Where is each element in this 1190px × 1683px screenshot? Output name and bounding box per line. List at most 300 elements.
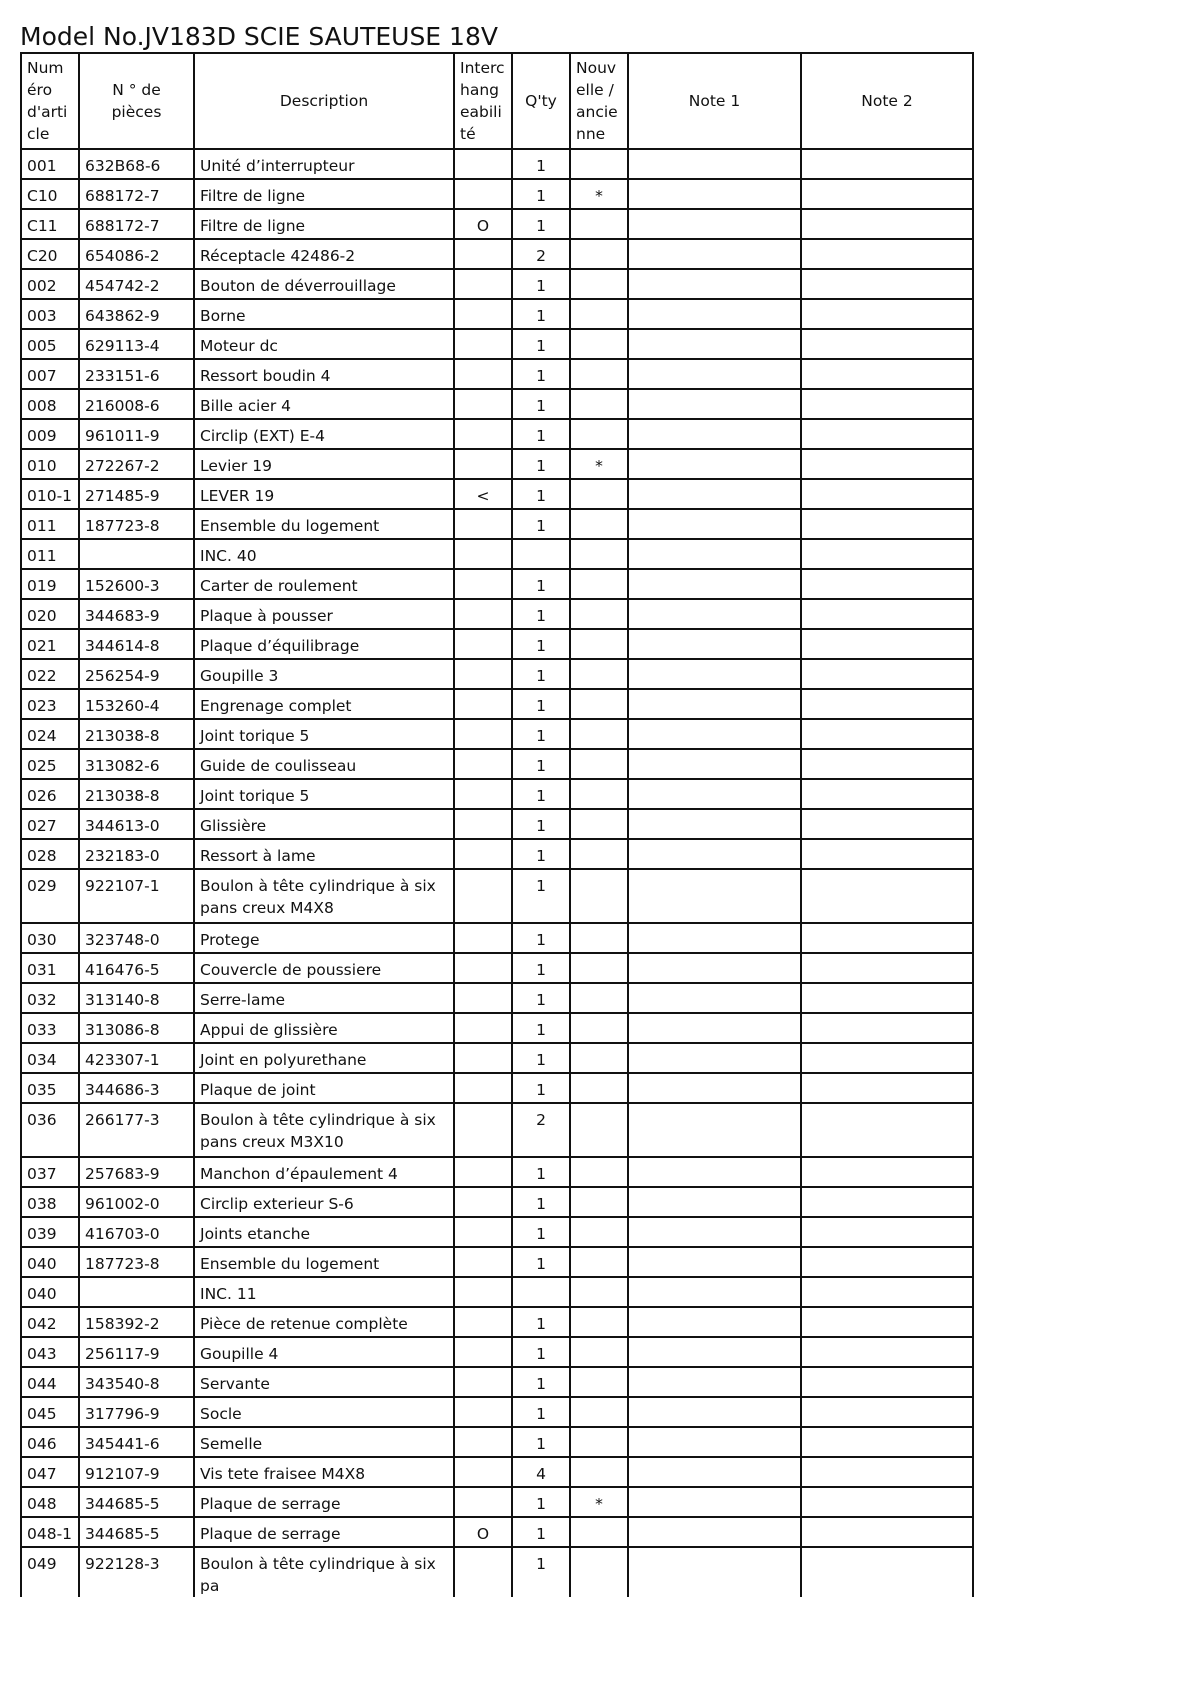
cell-new-old [570,983,628,1013]
cell-note-2 [801,269,973,299]
cell-item-number: 010 [21,449,79,479]
cell-part-number: 654086-2 [79,239,194,269]
cell-note-1 [628,1427,801,1457]
cell-note-2 [801,1457,973,1487]
cell-part-number: 344614-8 [79,629,194,659]
cell-description: Couvercle de poussiere [194,953,454,983]
cell-note-2 [801,1277,973,1307]
cell-interchangeability [454,539,512,569]
cell-note-2 [801,479,973,509]
table-row [21,719,973,749]
cell-part-number: 643862-9 [79,299,194,329]
cell-item-number: 005 [21,329,79,359]
cell-quantity: 1 [512,1043,570,1073]
cell-new-old [570,1217,628,1247]
cell-quantity: 1 [512,1307,570,1337]
cell-note-2 [801,629,973,659]
table-row [21,389,973,419]
cell-note-1 [628,1337,801,1367]
cell-description: Bouton de déverrouillage [194,269,454,299]
cell-description: INC. 40 [194,539,454,569]
cell-note-1 [628,239,801,269]
cell-item-number: 035 [21,1073,79,1103]
cell-part-number: 153260-4 [79,689,194,719]
table-row [21,1337,973,1367]
table-row [21,419,973,449]
cell-new-old [570,953,628,983]
cell-description: Serre-lame [194,983,454,1013]
cell-interchangeability [454,1307,512,1337]
cell-note-1 [628,923,801,953]
cell-note-1 [628,1277,801,1307]
cell-new-old [570,389,628,419]
cell-quantity [512,1277,570,1307]
cell-quantity: 1 [512,269,570,299]
table-row [21,1247,973,1277]
cell-description: Servante [194,1367,454,1397]
cell-item-number: 045 [21,1397,79,1427]
cell-new-old [570,1073,628,1103]
cell-quantity: 1 [512,719,570,749]
table-row [21,239,973,269]
table-row [21,329,973,359]
cell-item-number: 048-1 [21,1517,79,1547]
cell-item-number: 028 [21,839,79,869]
cell-description: Manchon d’épaulement 4 [194,1157,454,1187]
cell-note-1 [628,1547,801,1597]
cell-new-old [570,1517,628,1547]
cell-note-1 [628,689,801,719]
table-row [21,599,973,629]
cell-note-1 [628,599,801,629]
cell-note-2 [801,1517,973,1547]
cell-part-number: 416703-0 [79,1217,194,1247]
cell-quantity: 1 [512,179,570,209]
cell-new-old [570,1277,628,1307]
cell-quantity: 1 [512,1187,570,1217]
table-row [21,269,973,299]
header-interchangeability: Interchangeabilité [454,53,512,149]
cell-interchangeability [454,389,512,419]
cell-new-old [570,1103,628,1157]
table-row [21,299,973,329]
cell-new-old [570,869,628,923]
cell-description: Joints etanche [194,1217,454,1247]
cell-quantity: 1 [512,359,570,389]
cell-quantity: 1 [512,1427,570,1457]
cell-note-1 [628,299,801,329]
cell-quantity: 1 [512,809,570,839]
cell-note-2 [801,809,973,839]
cell-description: Semelle [194,1427,454,1457]
cell-item-number: 027 [21,809,79,839]
cell-description: Moteur dc [194,329,454,359]
cell-new-old [570,1367,628,1397]
cell-quantity: 1 [512,1337,570,1367]
cell-part-number: 416476-5 [79,953,194,983]
cell-note-1 [628,1457,801,1487]
cell-interchangeability [454,629,512,659]
cell-part-number: 257683-9 [79,1157,194,1187]
cell-note-1 [628,1247,801,1277]
cell-quantity: 1 [512,983,570,1013]
cell-part-number: 272267-2 [79,449,194,479]
cell-part-number: 158392-2 [79,1307,194,1337]
cell-quantity: 1 [512,209,570,239]
cell-part-number: 323748-0 [79,923,194,953]
cell-quantity: 1 [512,1397,570,1427]
cell-part-number: 344686-3 [79,1073,194,1103]
table-row [21,953,973,983]
cell-new-old [570,809,628,839]
cell-item-number: 002 [21,269,79,299]
cell-interchangeability [454,149,512,179]
cell-item-number: 009 [21,419,79,449]
cell-note-2 [801,599,973,629]
cell-note-2 [801,923,973,953]
cell-item-number: 022 [21,659,79,689]
cell-part-number: 213038-8 [79,719,194,749]
cell-note-1 [628,1187,801,1217]
cell-interchangeability [454,923,512,953]
cell-description: LEVER 19 [194,479,454,509]
table-row [21,809,973,839]
cell-interchangeability [454,779,512,809]
cell-interchangeability [454,953,512,983]
cell-interchangeability [454,659,512,689]
cell-description: Goupille 4 [194,1337,454,1367]
cell-item-number: 001 [21,149,79,179]
cell-quantity: 1 [512,479,570,509]
parts-table [20,52,974,1597]
cell-interchangeability [454,1547,512,1597]
cell-note-1 [628,1397,801,1427]
cell-note-1 [628,179,801,209]
cell-quantity: 1 [512,749,570,779]
header-row [21,53,973,149]
table-row [21,1547,973,1597]
cell-part-number: 213038-8 [79,779,194,809]
cell-new-old [570,689,628,719]
cell-item-number: 011 [21,539,79,569]
table-row [21,1103,973,1157]
cell-new-old [570,209,628,239]
cell-item-number: 039 [21,1217,79,1247]
cell-note-1 [628,419,801,449]
cell-interchangeability [454,1397,512,1427]
cell-new-old: * [570,1487,628,1517]
cell-new-old [570,419,628,449]
cell-part-number: 233151-6 [79,359,194,389]
cell-note-2 [801,569,973,599]
cell-description: Carter de roulement [194,569,454,599]
cell-description: Bille acier 4 [194,389,454,419]
cell-note-2 [801,1487,973,1517]
cell-note-1 [628,509,801,539]
cell-part-number: 232183-0 [79,839,194,869]
cell-item-number: 008 [21,389,79,419]
cell-description: Goupille 3 [194,659,454,689]
cell-new-old [570,1427,628,1457]
table-row [21,779,973,809]
cell-part-number: 344685-5 [79,1517,194,1547]
cell-item-number: 024 [21,719,79,749]
cell-note-1 [628,659,801,689]
table-row [21,689,973,719]
cell-note-1 [628,1217,801,1247]
cell-quantity: 2 [512,239,570,269]
cell-interchangeability [454,329,512,359]
cell-quantity: 1 [512,569,570,599]
cell-description: Réceptacle 42486-2 [194,239,454,269]
cell-item-number: 019 [21,569,79,599]
cell-description: Appui de glissière [194,1013,454,1043]
table-row [21,1157,973,1187]
cell-note-2 [801,1013,973,1043]
cell-quantity: 1 [512,449,570,479]
cell-quantity: 1 [512,329,570,359]
cell-note-2 [801,1187,973,1217]
table-row [21,659,973,689]
cell-note-2 [801,1043,973,1073]
cell-item-number: 040 [21,1247,79,1277]
cell-interchangeability [454,1043,512,1073]
cell-interchangeability [454,1013,512,1043]
cell-new-old [570,1547,628,1597]
cell-part-number: 423307-1 [79,1043,194,1073]
cell-item-number: 023 [21,689,79,719]
cell-description: Filtre de ligne [194,179,454,209]
table-row [21,749,973,779]
cell-note-1 [628,779,801,809]
cell-note-1 [628,1073,801,1103]
cell-quantity: 1 [512,659,570,689]
cell-description: Vis tete fraisee M4X8 [194,1457,454,1487]
cell-quantity: 1 [512,1517,570,1547]
table-row [21,179,973,209]
cell-description: Pièce de retenue complète [194,1307,454,1337]
cell-new-old [570,239,628,269]
cell-note-2 [801,1307,973,1337]
cell-note-2 [801,149,973,179]
cell-part-number: 187723-8 [79,1247,194,1277]
cell-note-1 [628,449,801,479]
cell-note-2 [801,839,973,869]
cell-interchangeability [454,719,512,749]
cell-quantity: 1 [512,629,570,659]
cell-note-1 [628,749,801,779]
cell-interchangeability [454,569,512,599]
cell-quantity: 1 [512,869,570,923]
table-row [21,1013,973,1043]
cell-quantity: 1 [512,1367,570,1397]
cell-part-number: 629113-4 [79,329,194,359]
cell-item-number: C11 [21,209,79,239]
cell-part-number: 271485-9 [79,479,194,509]
cell-note-2 [801,509,973,539]
cell-item-number: 032 [21,983,79,1013]
cell-interchangeability [454,1103,512,1157]
cell-note-1 [628,839,801,869]
cell-description: Boulon à tête cylindrique à six pans creux M3X10 [194,1103,454,1157]
cell-item-number: 010-1 [21,479,79,509]
cell-quantity: 1 [512,1157,570,1187]
cell-new-old [570,359,628,389]
cell-part-number [79,539,194,569]
table-row [21,359,973,389]
cell-note-2 [801,1547,973,1597]
cell-part-number: 344683-9 [79,599,194,629]
cell-note-2 [801,719,973,749]
table-row [21,1187,973,1217]
cell-quantity: 2 [512,1103,570,1157]
cell-new-old [570,1337,628,1367]
cell-interchangeability [454,1427,512,1457]
cell-quantity: 1 [512,923,570,953]
cell-description: Joint en polyurethane [194,1043,454,1073]
cell-description: Joint torique 5 [194,779,454,809]
cell-note-1 [628,1157,801,1187]
cell-quantity: 1 [512,689,570,719]
cell-item-number: 011 [21,509,79,539]
cell-note-2 [801,1217,973,1247]
cell-new-old [570,923,628,953]
cell-note-2 [801,299,973,329]
cell-part-number: 256117-9 [79,1337,194,1367]
cell-description: Guide de coulisseau [194,749,454,779]
cell-description: Ressort à lame [194,839,454,869]
cell-note-2 [801,779,973,809]
cell-new-old [570,509,628,539]
cell-note-1 [628,149,801,179]
cell-note-1 [628,569,801,599]
cell-part-number: 187723-8 [79,509,194,539]
cell-quantity: 1 [512,149,570,179]
table-row [21,509,973,539]
cell-item-number: C10 [21,179,79,209]
table-row [21,449,973,479]
cell-item-number: 031 [21,953,79,983]
table-row [21,1397,973,1427]
table-row [21,1367,973,1397]
cell-description: Plaque de joint [194,1073,454,1103]
cell-new-old [570,1457,628,1487]
table-row [21,869,973,923]
table-row [21,839,973,869]
cell-note-1 [628,479,801,509]
cell-description: Plaque à pousser [194,599,454,629]
table-row [21,209,973,239]
cell-interchangeability [454,809,512,839]
cell-new-old: * [570,179,628,209]
cell-interchangeability [454,983,512,1013]
table-row [21,1427,973,1457]
table-row [21,1217,973,1247]
header-new-old: Nouvelle / ancienne [570,53,628,149]
cell-note-1 [628,269,801,299]
cell-description: Circlip exterieur S-6 [194,1187,454,1217]
cell-note-2 [801,983,973,1013]
cell-part-number: 632B68-6 [79,149,194,179]
cell-note-2 [801,1247,973,1277]
cell-description: Boulon à tête cylindrique à six pa [194,1547,454,1597]
cell-interchangeability [454,1187,512,1217]
cell-note-2 [801,179,973,209]
cell-part-number: 454742-2 [79,269,194,299]
cell-new-old [570,1043,628,1073]
cell-new-old [570,1307,628,1337]
cell-interchangeability: O [454,1517,512,1547]
cell-new-old [570,779,628,809]
cell-part-number: 313086-8 [79,1013,194,1043]
cell-interchangeability [454,689,512,719]
cell-item-number: 007 [21,359,79,389]
cell-new-old [570,1397,628,1427]
cell-description: Ressort boudin 4 [194,359,454,389]
cell-item-number: 036 [21,1103,79,1157]
cell-note-2 [801,449,973,479]
cell-note-1 [628,1103,801,1157]
table-row [21,923,973,953]
cell-note-2 [801,389,973,419]
cell-new-old [570,839,628,869]
cell-item-number: 037 [21,1157,79,1187]
cell-description: INC. 11 [194,1277,454,1307]
cell-new-old [570,539,628,569]
cell-item-number: 043 [21,1337,79,1367]
header-note-2: Note 2 [801,53,973,149]
cell-interchangeability [454,1457,512,1487]
cell-quantity: 1 [512,299,570,329]
cell-item-number: 030 [21,923,79,953]
cell-item-number: 021 [21,629,79,659]
cell-note-2 [801,1103,973,1157]
cell-interchangeability [454,1277,512,1307]
cell-item-number: 026 [21,779,79,809]
header-item-number: Numéro d'article [21,53,79,149]
cell-note-2 [801,1157,973,1187]
cell-part-number: 344613-0 [79,809,194,839]
cell-quantity: 1 [512,839,570,869]
cell-part-number: 216008-6 [79,389,194,419]
header-quantity: Q'ty [512,53,570,149]
table-row [21,1487,973,1517]
cell-interchangeability [454,1217,512,1247]
cell-description: Ensemble du logement [194,509,454,539]
cell-note-2 [801,1427,973,1457]
table-row [21,1457,973,1487]
cell-note-2 [801,239,973,269]
cell-quantity: 4 [512,1457,570,1487]
cell-description: Circlip (EXT) E-4 [194,419,454,449]
cell-note-1 [628,1013,801,1043]
cell-new-old [570,659,628,689]
cell-note-1 [628,1487,801,1517]
cell-quantity: 1 [512,1247,570,1277]
cell-new-old [570,299,628,329]
cell-description: Glissière [194,809,454,839]
cell-description: Boulon à tête cylindrique à six pans creux M4X8 [194,869,454,923]
table-row [21,1043,973,1073]
cell-new-old [570,569,628,599]
table-row [21,569,973,599]
cell-new-old [570,479,628,509]
cell-interchangeability [454,509,512,539]
cell-item-number: 046 [21,1427,79,1457]
cell-note-2 [801,1337,973,1367]
cell-new-old [570,269,628,299]
cell-interchangeability [454,299,512,329]
